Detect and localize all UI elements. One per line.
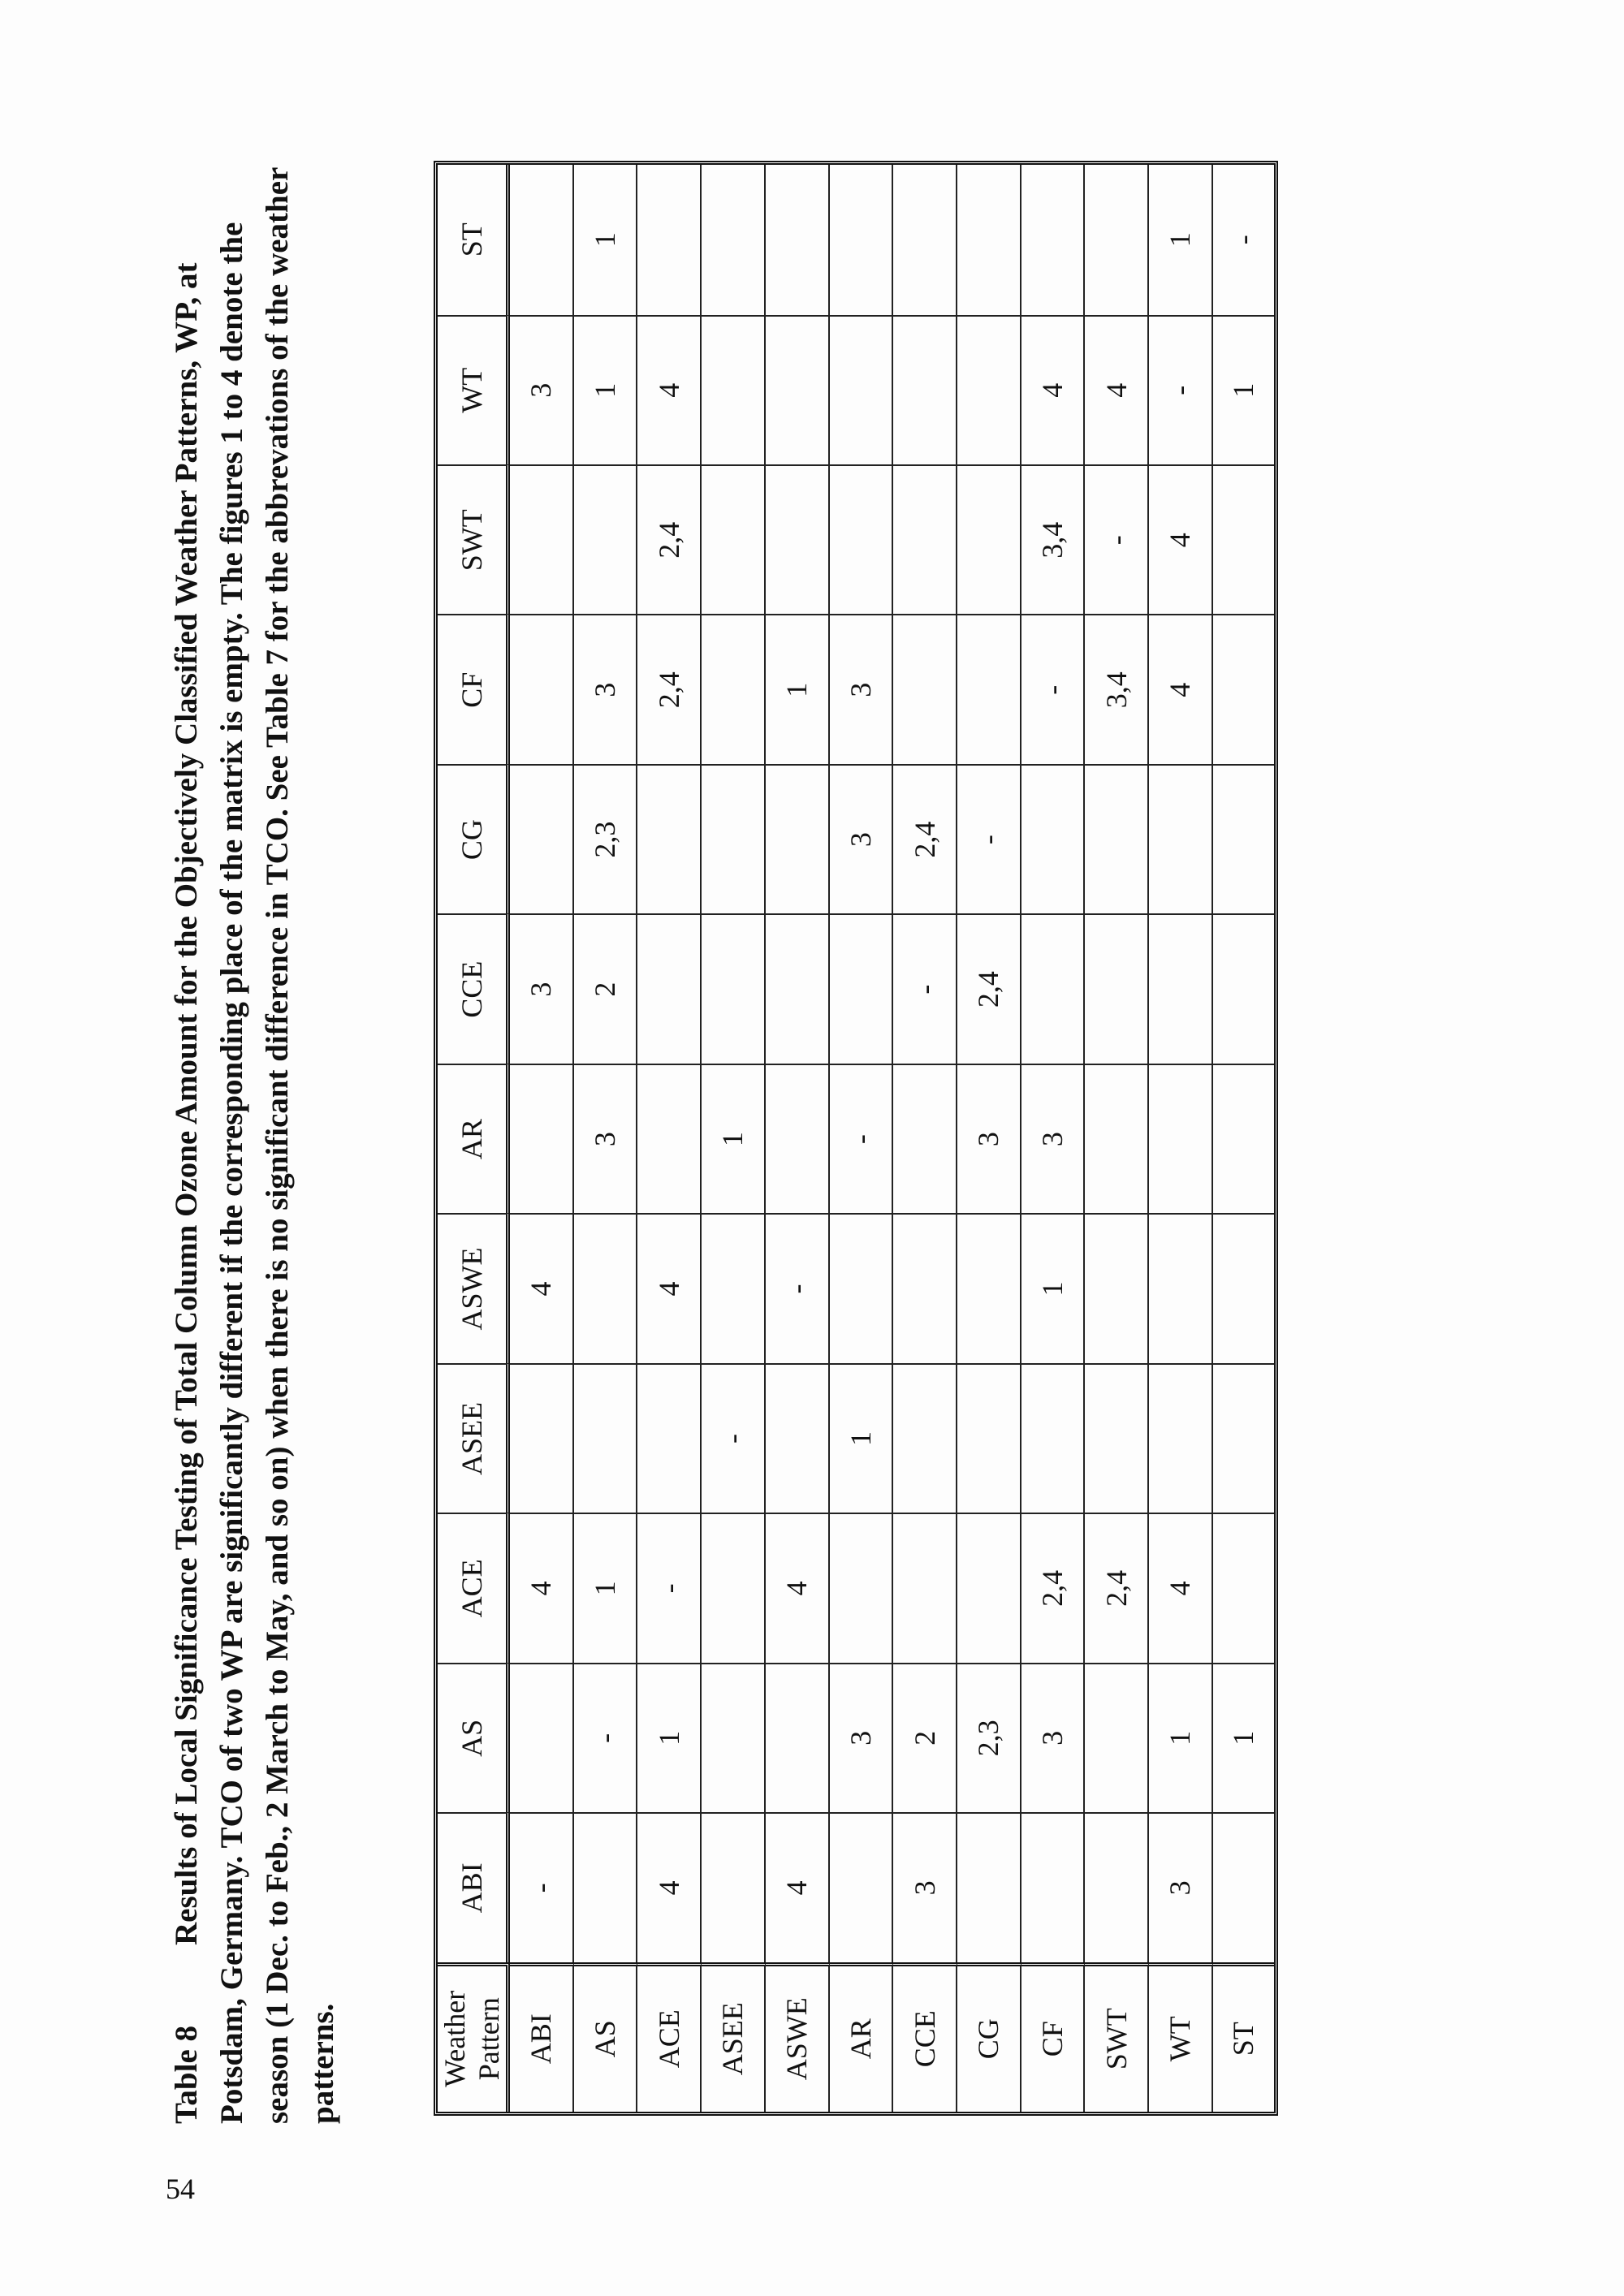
- table-cell: 1: [1213, 315, 1274, 464]
- table-cell: [1213, 464, 1274, 614]
- table-cell: [1021, 1363, 1086, 1513]
- table-cell: [957, 165, 1021, 315]
- table-cell: 3: [574, 1064, 638, 1213]
- column-header-cf: CF: [438, 614, 510, 763]
- table-cell: 3: [510, 913, 574, 1063]
- table-cell: [702, 913, 766, 1063]
- table-cell: -: [1085, 464, 1149, 614]
- table-cell: [1149, 1213, 1213, 1362]
- column-header-cce: CCE: [438, 913, 510, 1063]
- table-cell: 2,4: [1021, 1513, 1086, 1662]
- table-cell: [893, 1064, 957, 1213]
- table-cell: 2,3: [574, 764, 638, 913]
- table-row: [957, 165, 1021, 2112]
- table-cell: 3: [830, 1663, 894, 1812]
- table-cell: 4: [1149, 614, 1213, 763]
- row-header-cce: CCE: [893, 1962, 957, 2112]
- table-cell: 4: [766, 1513, 830, 1662]
- table-cell: [893, 1513, 957, 1662]
- table-cell: 4: [1021, 315, 1086, 464]
- table-cell: -: [830, 1064, 894, 1213]
- table-cell: [830, 464, 894, 614]
- table-cell: [574, 1363, 638, 1513]
- table-cell: 2,3: [957, 1663, 1021, 1812]
- table-cell: [1149, 913, 1213, 1063]
- table-cell: 2,4: [637, 464, 702, 614]
- table-cell: 3: [1021, 1064, 1086, 1213]
- table-cell: 3: [510, 315, 574, 464]
- table-caption: [164, 143, 346, 2124]
- table-cell: [574, 464, 638, 614]
- caption-text: Results of Local Significance Testing of Total Column Ozone Amount for the Objectively Classified Weather Patterns, WP, at Potsdam, Germany. TCO of two WP are significantly different if the corresponding place of the matrix is empty. The figures 1 to 4 denote the season (1 Dec. to Feb., 2 March to May, and so on) when there is no significant difference in TCO. See Table 7 for the abbrevations of the weather patterns.: [169, 167, 340, 2124]
- table-cell: [702, 1213, 766, 1362]
- table-cell: [510, 1663, 574, 1812]
- table-cell: 3: [1021, 1663, 1086, 1812]
- column-header-ar: AR: [438, 1064, 510, 1213]
- table-cell: 4: [510, 1213, 574, 1362]
- table-cell: [510, 614, 574, 763]
- table-cell: [702, 614, 766, 763]
- table-cell: [510, 764, 574, 913]
- table-cell: 1: [637, 1663, 702, 1812]
- table-cell: [702, 764, 766, 913]
- table-cell: 2,4: [637, 614, 702, 763]
- table-cell: [1213, 614, 1274, 763]
- table-cell: 4: [637, 1812, 702, 1962]
- table-cell: [510, 1064, 574, 1213]
- table-cell: [957, 614, 1021, 763]
- table-cell: 1: [574, 315, 638, 464]
- row-header-ace: ACE: [637, 1962, 702, 2112]
- table-cell: 1: [830, 1363, 894, 1513]
- table-cell: -: [1021, 614, 1086, 763]
- table-cell: [637, 764, 702, 913]
- table-cell: [1085, 1363, 1149, 1513]
- table-cell: 4: [637, 315, 702, 464]
- table-cell: [830, 1812, 894, 1962]
- table-cell: [766, 764, 830, 913]
- table-cell: -: [957, 764, 1021, 913]
- table-cell: -: [510, 1812, 574, 1962]
- table-cell: [702, 1812, 766, 1962]
- table-cell: -: [574, 1663, 638, 1812]
- table-cell: [766, 1663, 830, 1812]
- row-header-cf: CF: [1021, 1962, 1086, 2112]
- table-cell: [893, 165, 957, 315]
- row-header-aswe: ASWE: [766, 1962, 830, 2112]
- table-cell: 3: [574, 614, 638, 763]
- table-cell: [637, 1363, 702, 1513]
- table-label: Table 8: [169, 2025, 204, 2124]
- table-cell: [1021, 764, 1086, 913]
- table-cell: 4: [1149, 1513, 1213, 1662]
- table-row: [1149, 165, 1213, 2112]
- table-row: [1085, 165, 1149, 2112]
- table-cell: [766, 913, 830, 1063]
- table-cell: 4: [1085, 315, 1149, 464]
- table-row: [637, 165, 702, 2112]
- table-cell: [510, 165, 574, 315]
- table-row: [702, 165, 766, 2112]
- column-header-ace: ACE: [438, 1513, 510, 1662]
- table-cell: [637, 1064, 702, 1213]
- row-header-cg: CG: [957, 1962, 1021, 2112]
- table-cell: 1: [1213, 1663, 1274, 1812]
- table-cell: [957, 1363, 1021, 1513]
- table-cell: [1213, 1363, 1274, 1513]
- table-cell: [830, 315, 894, 464]
- significance-table-container: [434, 161, 1278, 2116]
- table-cell: -: [766, 1213, 830, 1362]
- table-cell: -: [1149, 315, 1213, 464]
- column-header-wt: WT: [438, 315, 510, 464]
- table-cell: 1: [1021, 1213, 1086, 1362]
- table-cell: 1: [1149, 165, 1213, 315]
- table-cell: [1213, 1064, 1274, 1213]
- table-cell: [510, 464, 574, 614]
- table-cell: [637, 913, 702, 1063]
- table-cell: 4: [766, 1812, 830, 1962]
- table-cell: [1213, 764, 1274, 913]
- row-header-ar: AR: [830, 1962, 894, 2112]
- table-cell: [1021, 913, 1086, 1063]
- table-row: [1021, 165, 1086, 2112]
- table-cell: 2: [574, 913, 638, 1063]
- table-cell: [1149, 1064, 1213, 1213]
- table-cell: [1213, 1513, 1274, 1662]
- table-cell: [957, 1812, 1021, 1962]
- table-row: [574, 165, 638, 2112]
- table-cell: [1149, 764, 1213, 913]
- table-cell: -: [893, 913, 957, 1063]
- table-cell: 2: [893, 1663, 957, 1812]
- table-cell: [893, 1213, 957, 1362]
- table-cell: [1085, 913, 1149, 1063]
- row-header-as: AS: [574, 1962, 638, 2112]
- table-cell: [1213, 1213, 1274, 1362]
- table-cell: 1: [1149, 1663, 1213, 1812]
- column-header-swt: SWT: [438, 464, 510, 614]
- table-cell: 3: [893, 1812, 957, 1962]
- table-row: [510, 165, 574, 2112]
- corner-header-line-2: Pattern: [473, 1997, 505, 2081]
- table-cell: [957, 1213, 1021, 1362]
- table-cell: [893, 315, 957, 464]
- table-cell: [1085, 1812, 1149, 1962]
- table-cell: [702, 315, 766, 464]
- table-cell: [1021, 165, 1086, 315]
- corner-header-line-1: Weather: [438, 1990, 471, 2087]
- table-cell: 4: [510, 1513, 574, 1662]
- table-cell: 3,4: [1021, 464, 1086, 614]
- table-cell: [766, 165, 830, 315]
- column-header-abi: ABI: [438, 1812, 510, 1962]
- table-cell: 3: [830, 614, 894, 763]
- table-cell: [637, 165, 702, 315]
- table-cell: [510, 1363, 574, 1513]
- table-cell: 1: [574, 1513, 638, 1662]
- table-cell: [1213, 913, 1274, 1063]
- table-cell: [1085, 764, 1149, 913]
- table-cell: 1: [766, 614, 830, 763]
- corner-header: [438, 1962, 510, 2112]
- row-header-st: ST: [1213, 1962, 1274, 2112]
- table-cell: [830, 913, 894, 1063]
- table-cell: [957, 464, 1021, 614]
- table-cell: [574, 1812, 638, 1962]
- table-cell: [1085, 1663, 1149, 1812]
- table-cell: 3: [830, 764, 894, 913]
- table-cell: [702, 464, 766, 614]
- table-cell: -: [702, 1363, 766, 1513]
- table-cell: 3: [957, 1064, 1021, 1213]
- table-cell: 4: [637, 1213, 702, 1362]
- table-cell: [574, 1213, 638, 1362]
- table-cell: [830, 1213, 894, 1362]
- page-number: 54: [166, 2173, 195, 2205]
- table-cell: [766, 1064, 830, 1213]
- table-cell: 1: [574, 165, 638, 315]
- table-cell: [1085, 1213, 1149, 1362]
- significance-table: [434, 161, 1278, 2116]
- table-cell: 2,4: [1085, 1513, 1149, 1662]
- table-cell: 4: [1149, 464, 1213, 614]
- table-cell: 2,4: [893, 764, 957, 913]
- table-cell: [1213, 1812, 1274, 1962]
- table-row: [830, 165, 894, 2112]
- table-cell: [893, 464, 957, 614]
- table-cell: [1149, 1363, 1213, 1513]
- column-header-as: AS: [438, 1663, 510, 1812]
- column-header-cg: CG: [438, 764, 510, 913]
- table-cell: [702, 165, 766, 315]
- table-cell: [766, 1363, 830, 1513]
- row-header-asee: ASEE: [702, 1962, 766, 2112]
- table-row: [766, 165, 830, 2112]
- column-header-asee: ASEE: [438, 1363, 510, 1513]
- column-header-aswe: ASWE: [438, 1213, 510, 1362]
- table-cell: [1085, 165, 1149, 315]
- table-row: [1213, 165, 1274, 2112]
- row-header-wt: WT: [1149, 1962, 1213, 2112]
- table-cell: 2,4: [957, 913, 1021, 1063]
- table-cell: [957, 315, 1021, 464]
- column-header-st: ST: [438, 165, 510, 315]
- table-cell: [893, 614, 957, 763]
- table-cell: -: [637, 1513, 702, 1662]
- table-cell: [1085, 1064, 1149, 1213]
- row-header-swt: SWT: [1085, 1962, 1149, 2112]
- table-cell: [1021, 1812, 1086, 1962]
- table-body: [510, 165, 1274, 2112]
- table-cell: -: [1227, 235, 1260, 245]
- table-cell: [766, 464, 830, 614]
- table-cell: [957, 1513, 1021, 1662]
- table-cell: 3,4: [1085, 614, 1149, 763]
- table-cell: [830, 165, 894, 315]
- table-header-row: [438, 165, 510, 2112]
- table-cell: [702, 1663, 766, 1812]
- table-cell: [766, 315, 830, 464]
- table-cell: [702, 1513, 766, 1662]
- table-cell: 3: [1149, 1812, 1213, 1962]
- table-cell: 1: [702, 1064, 766, 1213]
- row-header-abi: ABI: [510, 1962, 574, 2112]
- table-row: [893, 165, 957, 2112]
- table-cell: [893, 1363, 957, 1513]
- table-cell: [830, 1513, 894, 1662]
